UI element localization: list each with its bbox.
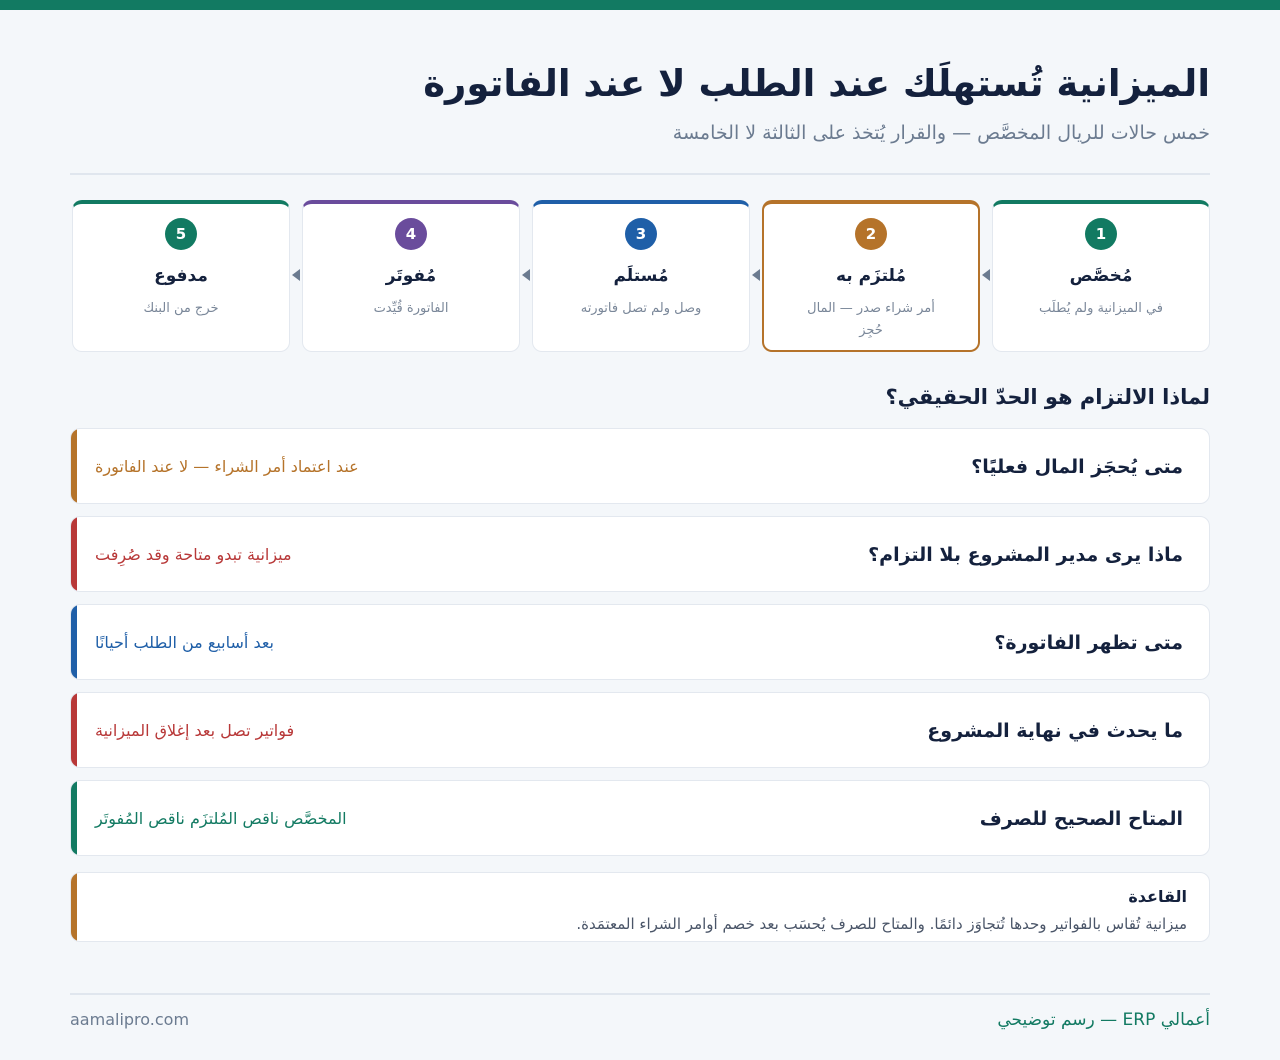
footer-brand: أعمالي ERP — رسم توضيحي bbox=[997, 1010, 1210, 1030]
header-divider bbox=[70, 173, 1210, 175]
top-accent-bar bbox=[0, 0, 1280, 10]
row-question: متى تظهر الفاتورة؟ bbox=[994, 632, 1183, 654]
stages-flow bbox=[70, 200, 1210, 352]
page-title: الميزانية تُستهلَك عند الطلب لا عند الفاتورة bbox=[423, 62, 1210, 105]
rule-callout bbox=[70, 872, 1210, 942]
flow-arrow-icon bbox=[292, 269, 300, 281]
row-question: المتاح الصحيح للصرف bbox=[979, 808, 1183, 830]
row-answer: فواتير تصل بعد إغلاق الميزانية bbox=[95, 721, 295, 740]
page-subtitle: خمس حالات للريال المخصَّص — والقرار يُتخذ على الثالثة لا الخامسة bbox=[672, 122, 1210, 144]
rule-title: القاعدة bbox=[1128, 887, 1187, 906]
stage-description: أمر شراء صدر — المال حُجِز bbox=[807, 301, 935, 338]
stage-name: مُلتزَم به bbox=[835, 266, 907, 286]
row-answer: بعد أسابيع من الطلب أحيانًا bbox=[95, 633, 275, 652]
row-question: متى يُحجَز المال فعليًا؟ bbox=[971, 456, 1183, 478]
section-title: لماذا الالتزام هو الحدّ الحقيقي؟ bbox=[885, 385, 1210, 409]
stage-description: خرج من البنك bbox=[143, 301, 219, 316]
faq-row bbox=[70, 604, 1210, 680]
row-question: ماذا يرى مدير المشروع بلا التزام؟ bbox=[868, 544, 1183, 566]
faq-row bbox=[70, 428, 1210, 504]
stage-number-badge: 3 bbox=[625, 218, 657, 250]
flow-arrow-icon bbox=[752, 269, 760, 281]
stage-card-allocated bbox=[992, 200, 1210, 352]
stage-card-paid bbox=[72, 200, 290, 352]
footer-divider bbox=[70, 993, 1210, 995]
stage-number-badge: 2 bbox=[855, 218, 887, 250]
stage-card-received bbox=[532, 200, 750, 352]
row-answer: المخصَّص ناقص المُلتزَم ناقص المُفوتَر bbox=[95, 809, 347, 828]
stage-number-badge: 4 bbox=[395, 218, 427, 250]
stage-name: مُستلَم bbox=[613, 266, 669, 286]
rule-body: ميزانية تُقاس بالفواتير وحدها تُتجاوَز دائمًا. والمتاح للصرف يُحسَب بعد خصم أوامر الشراء المعتمَدة. bbox=[576, 915, 1187, 933]
row-accent-bar bbox=[71, 693, 77, 767]
row-accent-bar bbox=[71, 429, 77, 503]
stage-number-badge: 1 bbox=[1085, 218, 1117, 250]
row-accent-bar bbox=[71, 517, 77, 591]
row-answer: عند اعتماد أمر الشراء — لا عند الفاتورة bbox=[95, 457, 359, 476]
footer-site-link[interactable]: aamalipro.com bbox=[70, 1010, 190, 1029]
row-accent-bar bbox=[71, 605, 77, 679]
stage-card-invoiced bbox=[302, 200, 520, 352]
flow-arrow-icon bbox=[522, 269, 530, 281]
stage-description: الفاتورة قُيِّدت bbox=[373, 301, 449, 316]
stage-description: وصل ولم تصل فاتورته bbox=[580, 301, 702, 316]
flow-arrow-icon bbox=[982, 269, 990, 281]
faq-row bbox=[70, 780, 1210, 856]
faq-row bbox=[70, 692, 1210, 768]
stage-number-badge: 5 bbox=[165, 218, 197, 250]
stage-name: مُفوتَر bbox=[385, 266, 437, 286]
rule-accent-bar bbox=[71, 873, 77, 941]
row-accent-bar bbox=[71, 781, 77, 855]
stage-name: مدفوع bbox=[154, 266, 208, 286]
stage-name: مُخصَّص bbox=[1069, 266, 1133, 286]
row-question: ما يحدث في نهاية المشروع bbox=[927, 720, 1183, 742]
faq-row bbox=[70, 516, 1210, 592]
stage-description: في الميزانية ولم يُطلَب bbox=[1039, 301, 1163, 316]
row-answer: ميزانية تبدو متاحة وقد صُرِفت bbox=[95, 545, 292, 564]
stage-card-committed bbox=[762, 200, 980, 352]
